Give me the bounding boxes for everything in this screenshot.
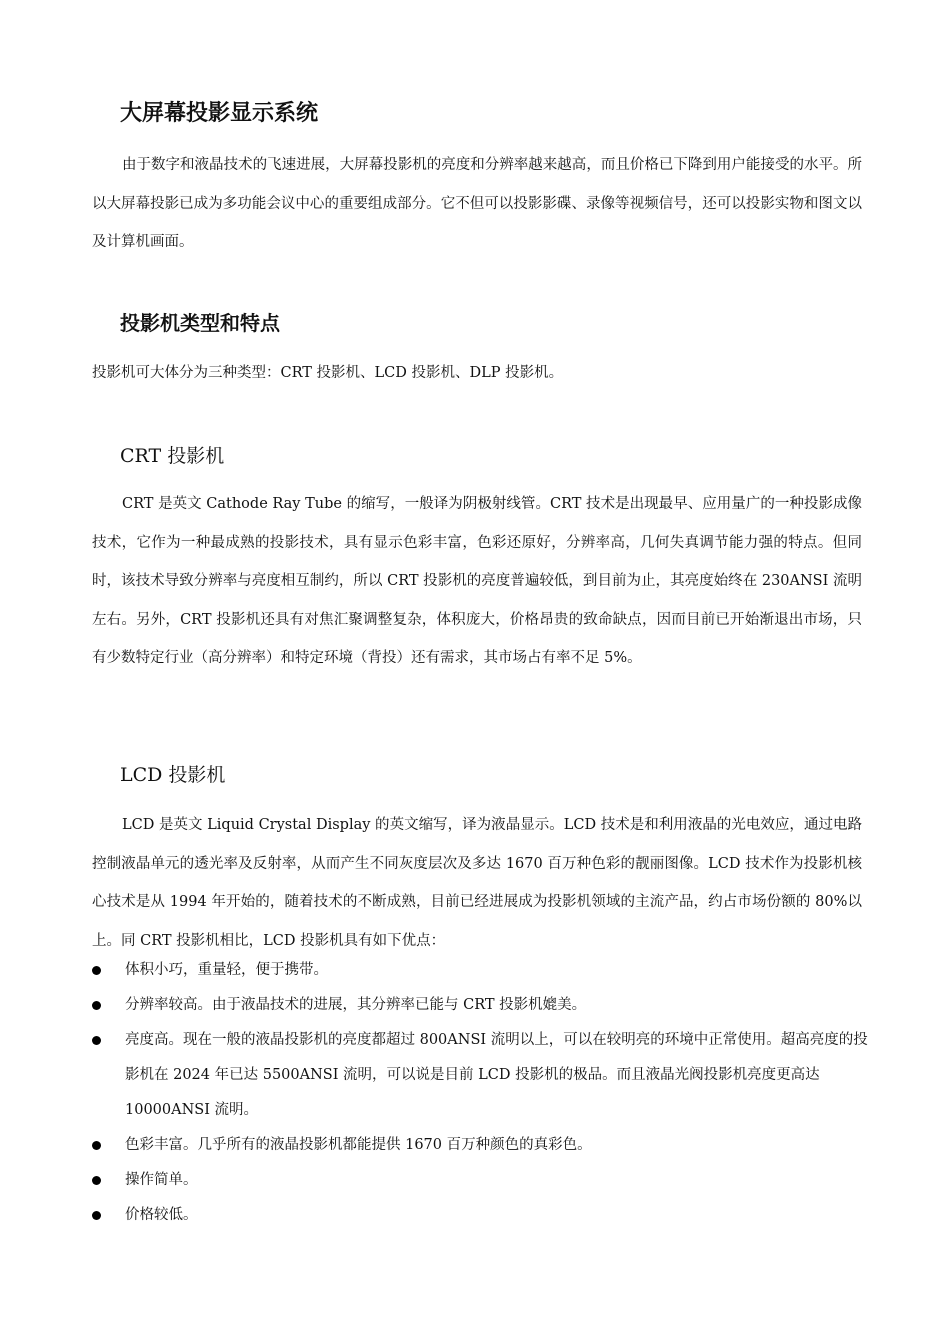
list-item-text: 亮度高。现在一般的液晶投影机的亮度都超过 800ANSI 流明以上，可以在较明亮的环境中正常使用。超高亮度的投影机在 2024 年已达 5500ANSI 流明，可以说是目前 LCD 投影机的极品。而且液晶光阀投影机亮度更高达 10000ANSI 流明。 xyxy=(125,1032,868,1118)
page-title: 大屏幕投影显示系统 xyxy=(120,101,319,126)
list-item xyxy=(92,1198,882,1233)
list-item-text: 色彩丰富。几乎所有的液晶投影机都能提供 1670 百万种颜色的真彩色。 xyxy=(125,1137,592,1153)
bullet-icon xyxy=(92,1036,101,1045)
bullet-icon xyxy=(92,1176,101,1185)
list-item-text: 价格较低。 xyxy=(125,1207,198,1223)
list-item-text: 体积小巧，重量轻，便于携带。 xyxy=(125,962,328,978)
crt-heading: CRT 投影机 xyxy=(120,445,225,467)
list-item xyxy=(92,1163,882,1198)
bullet-icon xyxy=(92,1141,101,1150)
list-item xyxy=(92,988,882,1023)
list-item xyxy=(92,953,882,988)
types-paragraph: 投影机可大体分为三种类型：CRT 投影机、LCD 投影机、DLP 投影机。 xyxy=(92,365,564,381)
list-item xyxy=(92,1128,882,1163)
lcd-paragraph: LCD 是英文 Liquid Crystal Display 的英文缩写，译为液晶显示。LCD 技术是和利用液晶的光电效应，通过电路控制液晶单元的透光率及反射率，从而产生不同灰度层次及多达 1670 百万种色彩的靓丽图像。LCD 技术作为投影机核心技术是从 1994 年开始的，随着技术的不断成熟，目前已经进展成为投影机领域的主流产品，约占市场份额的 80%以上。同 CRT 投影机相比，LCD 投影机具有如下优点： xyxy=(92,817,862,949)
list-item xyxy=(92,1023,882,1128)
list-item-text: 操作简单。 xyxy=(125,1172,198,1188)
bullet-icon xyxy=(92,1211,101,1220)
intro-paragraph: 由于数字和液晶技术的飞速进展，大屏幕投影机的亮度和分辨率越来越高，而且价格已下降到用户能接受的水平。所以大屏幕投影已成为多功能会议中心的重要组成部分。它不但可以投影影碟、录像等视频信号，还可以投影实物和图文以及计算机画面。 xyxy=(92,157,862,250)
bullet-icon xyxy=(92,1001,101,1010)
list-item-text: 分辨率较高。由于液晶技术的进展，其分辨率已能与 CRT 投影机媲美。 xyxy=(125,997,587,1013)
bullet-icon xyxy=(92,966,101,975)
lcd-advantages-list xyxy=(92,953,882,1233)
lcd-heading: LCD 投影机 xyxy=(120,764,226,786)
crt-paragraph: CRT 是英文 Cathode Ray Tube 的缩写，一般译为阴极射线管。CRT 技术是出现最早、应用量广的一种投影成像技术，它作为一种最成熟的投影技术，具有显示色彩丰富，色彩还原好，分辨率高，几何失真调节能力强的特点。但同时，该技术导致分辨率与亮度相互制约，所以 CRT 投影机的亮度普遍较低，到目前为止，其亮度始终在 230ANSI 流明左右。另外，CRT 投影机还具有对焦汇聚调整复杂，体积庞大，价格昂贵的致命缺点，因而目前已开始渐退出市场，只有少数特定行业（高分辨率）和特定环境（背投）还有需求，其市场占有率不足 5%。 xyxy=(92,496,862,666)
types-heading: 投影机类型和特点 xyxy=(120,311,280,335)
